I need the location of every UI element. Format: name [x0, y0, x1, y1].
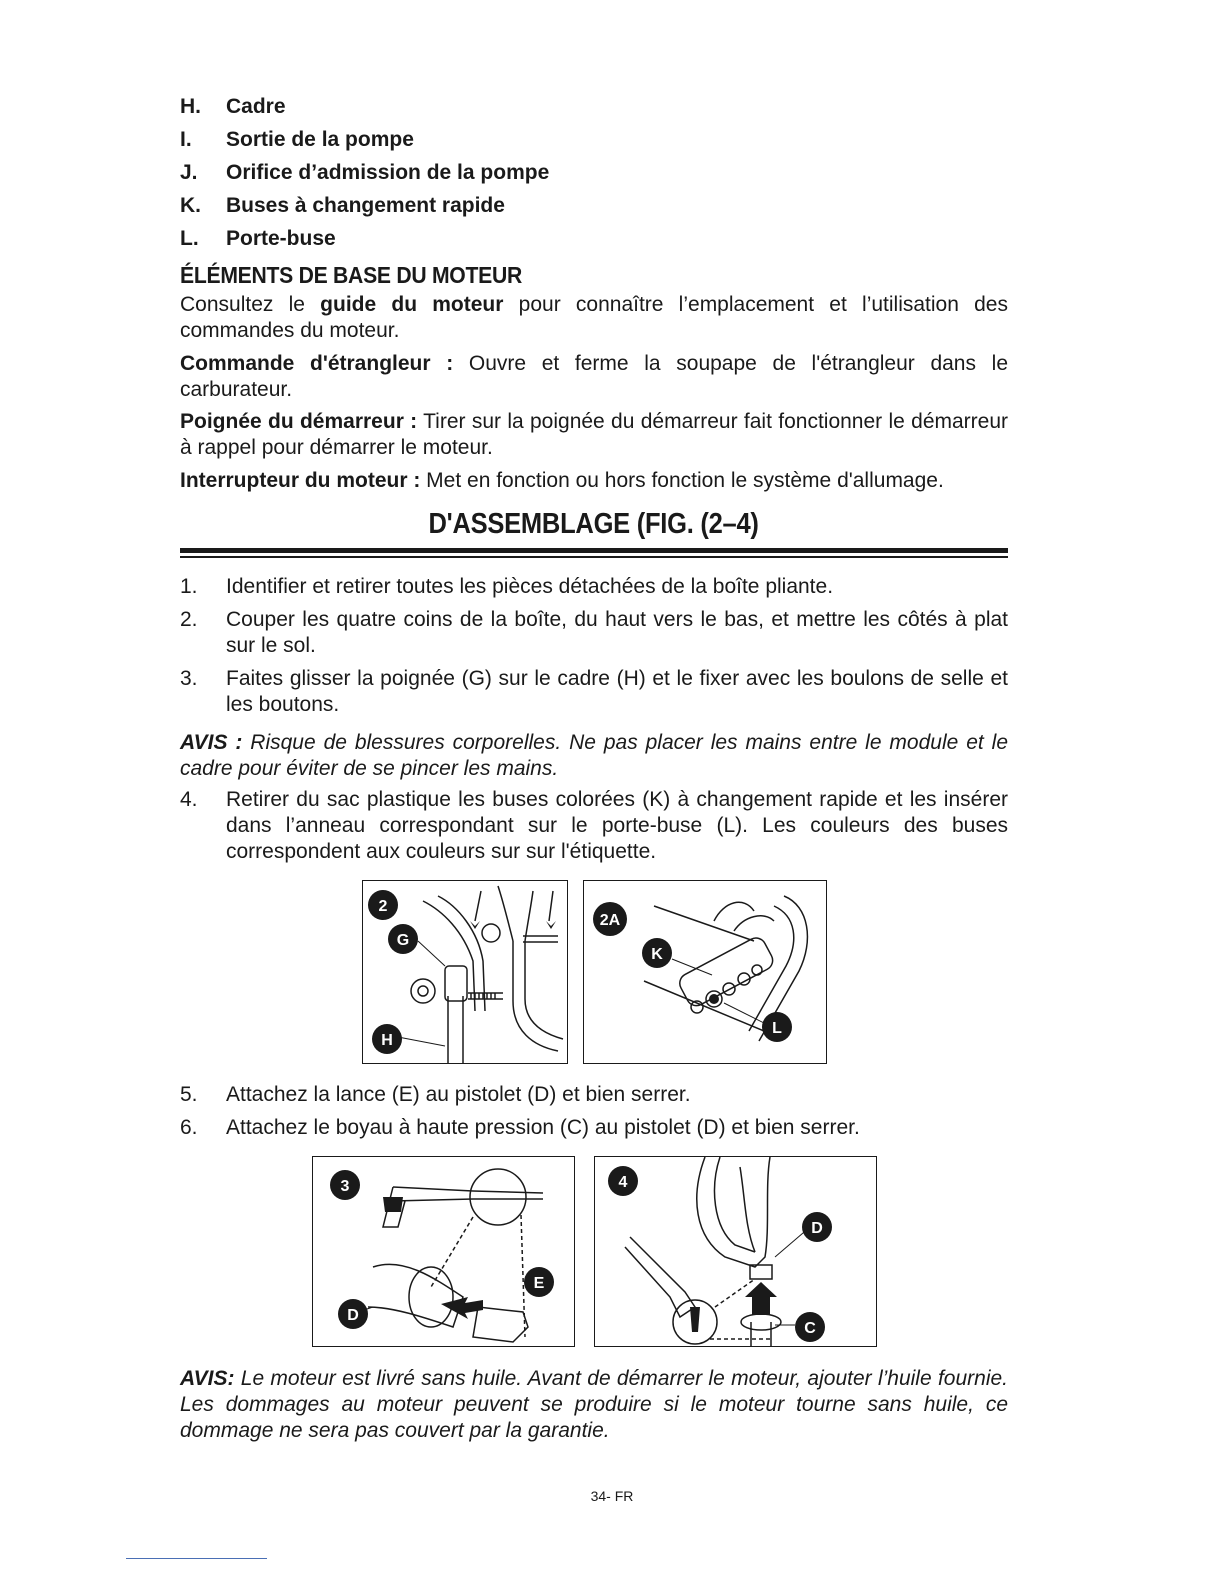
svg-text:4: 4	[618, 1174, 628, 1191]
svg-text:2A: 2A	[599, 912, 621, 929]
figure-3	[312, 1156, 575, 1347]
svg-text:3: 3	[340, 1178, 350, 1195]
title-rule-thin	[180, 556, 1008, 558]
figure-2a	[583, 880, 827, 1064]
parts-list-item: K. Buses à changement rapide	[180, 194, 505, 217]
assembly-step: 1. Identifier et retirer toutes les pièces détachées de la boîte pliante.	[180, 575, 834, 598]
svg-text:D: D	[811, 1220, 823, 1237]
switch-description: Interrupteur du moteur : Met en fonction ou hors fonction le système d'allumage.	[180, 469, 944, 492]
page-number: 34- FR	[590, 1488, 634, 1504]
parts-list-item: J. Orifice d’admission de la pompe	[180, 161, 550, 184]
starter-description: Poignée du démarreur : Tirer sur la poignée du démarreur fait fonctionner le démarreur à rappel pour démarrer le moteur.	[180, 410, 1009, 459]
choke-description: Commande d'étrangleur : Ouvre et ferme la soupape de l'étrangleur dans le carburateur.	[180, 352, 1008, 401]
notice-oil: AVIS: Le moteur est livré sans huile. Avant de démarrer le moteur, ajouter l’huile fournie. Les dommages au moteur peuvent se produire si le moteur tourne sans huile, ce dommage ne sera pas couvert par la garantie.	[180, 1367, 1008, 1442]
svg-text:L: L	[772, 1020, 782, 1037]
svg-text:H: H	[381, 1032, 393, 1049]
assembly-step: 5. Attachez la lance (E) au pistolet (D) et bien serrer.	[180, 1083, 691, 1106]
bottom-rule	[126, 1558, 267, 1559]
wand-gun-illustration	[313, 1157, 574, 1346]
engine-section-heading: ÉLÉMENTS DE BASE DU MOTEUR	[180, 262, 522, 288]
nozzle-holder-illustration	[584, 881, 826, 1063]
parts-list-item: I. Sortie de la pompe	[180, 128, 414, 151]
assembly-step: 4. Retirer du sac plastique les buses colorées (K) à changement rapide et les insérer dans l’anneau correspondant sur le porte-buse (L). Les couleurs des buses correspondent aux couleurs sur sur l'étiquette.	[180, 788, 1008, 863]
svg-text:K: K	[651, 946, 663, 963]
figure-2	[362, 880, 568, 1064]
parts-list-item: L. Porte-buse	[180, 227, 336, 250]
figure-4	[594, 1156, 877, 1347]
svg-text:G: G	[396, 932, 410, 949]
hose-gun-illustration	[595, 1157, 876, 1346]
assembly-step: 2. Couper les quatre coins de la boîte, du haut vers le bas, et mettre les côtés à plat sur le sol.	[180, 608, 1008, 657]
engine-intro: Consultez le guide du moteur pour connaître l’emplacement et l’utilisation des commandes du moteur.	[180, 293, 1008, 342]
svg-text:2: 2	[378, 898, 388, 915]
parts-list-item: H. Cadre	[180, 95, 286, 118]
assembly-step: 3. Faites glisser la poignée (G) sur le cadre (H) et le fixer avec les boulons de selle et les boutons.	[180, 667, 1008, 716]
assembly-step: 6. Attachez le boyau à haute pression (C) au pistolet (D) et bien serrer.	[180, 1116, 860, 1139]
svg-text:E: E	[533, 1275, 545, 1292]
notice-pinch: AVIS : Risque de blessures corporelles. Ne pas placer les mains entre le module et le cadre pour éviter de se pincer les mains.	[180, 731, 1008, 780]
assembly-title: D'ASSEMBLAGE (FIG. (2–4)	[428, 508, 760, 540]
title-rule-thick	[180, 548, 1008, 553]
handle-frame-illustration	[363, 881, 567, 1063]
svg-text:D: D	[347, 1307, 359, 1324]
svg-text:C: C	[804, 1320, 816, 1337]
parts-list	[180, 90, 1008, 255]
